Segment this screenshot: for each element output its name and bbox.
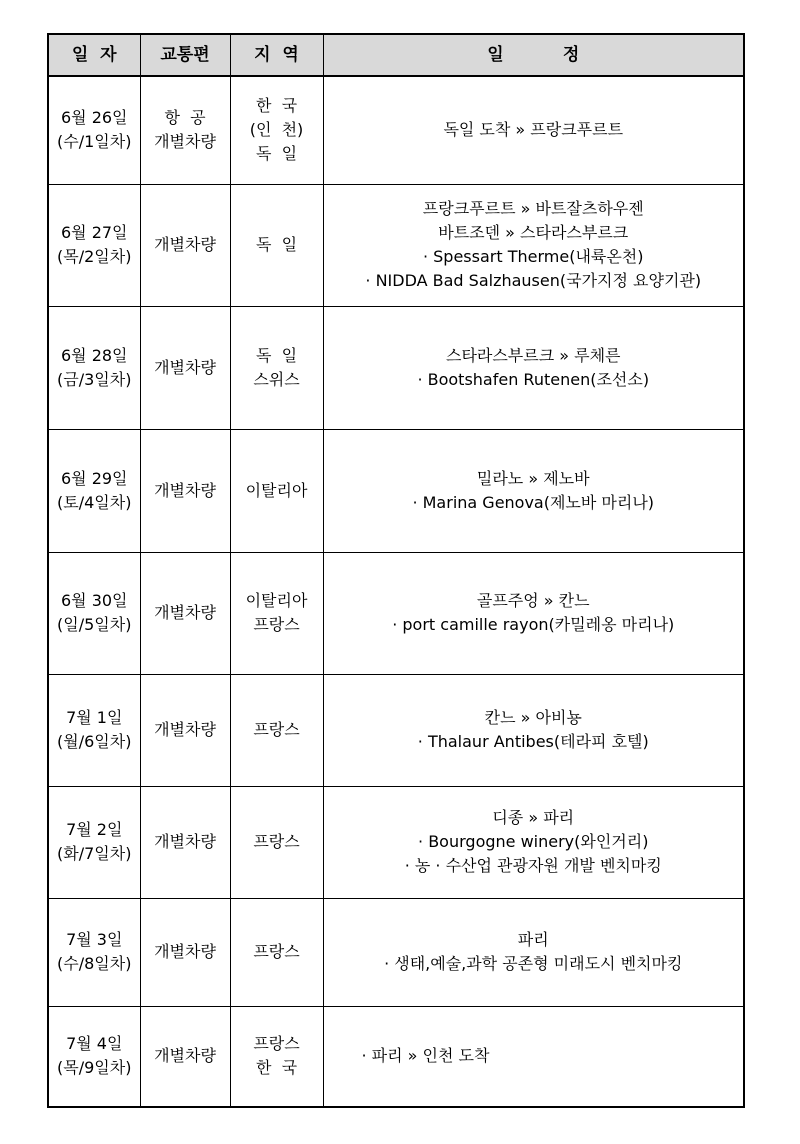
table-row [48, 674, 744, 786]
schedule-cell [323, 1006, 744, 1107]
region-cell [230, 898, 323, 1006]
region-cell-line: 프랑스 [253, 720, 300, 739]
schedule-cell-line: 독일 도착 » 프랑크푸르트 [443, 120, 624, 140]
date-cell-line: (토/4일차) [57, 492, 132, 512]
date-cell-line: (화/7일차) [57, 844, 132, 863]
date-cell [48, 674, 140, 786]
transport-cell [140, 184, 230, 306]
schedule-cell [323, 786, 744, 898]
schedule-cell-line: · Bourgogne winery(와인거리) [418, 832, 649, 851]
transport-cell-line: 개별차량 [154, 132, 216, 152]
schedule-cell [323, 306, 744, 429]
region-cell-line: 이탈리아 [245, 480, 308, 500]
schedule-cell-line: 골프주엉 » 칸느 [476, 591, 590, 610]
date-cell [48, 786, 140, 898]
schedule-cell [323, 674, 744, 786]
schedule-cell-line: · 생태,예술,과학 공존형 미래도시 벤치마킹 [384, 954, 683, 973]
date-cell [48, 306, 140, 429]
region-cell [230, 552, 323, 674]
schedule-cell [323, 552, 744, 674]
schedule-cell-line: · Spessart Therme(내륙온천) [422, 247, 644, 266]
date-cell [48, 184, 140, 306]
date-cell-line: (일/5일차) [57, 615, 132, 634]
transport-cell-line: 개별차량 [154, 357, 216, 377]
region-cell-line: 프랑스 [253, 942, 300, 961]
schedule-cell-line: 파리 [517, 930, 549, 949]
table-row [48, 786, 744, 898]
region-cell [230, 674, 323, 786]
transport-cell-line: 개별차량 [154, 832, 216, 851]
date-cell-line: 6월 27일 [60, 223, 128, 242]
transport-cell [140, 552, 230, 674]
date-cell [48, 898, 140, 1006]
schedule-cell-line: · Thalaur Antibes(테라피 호텔) [417, 732, 649, 751]
region-cell-line: 이탈리아 [245, 591, 308, 610]
region-cell [230, 76, 323, 184]
date-cell [48, 552, 140, 674]
schedule-cell-line: 바트조덴 » 스타라스부르크 [438, 223, 629, 242]
transport-cell-line: 개별차량 [154, 1046, 216, 1066]
schedule-cell-line: · Bootshafen Rutenen(조선소) [417, 369, 650, 389]
schedule-cell-line: 프랑크푸르트 » 바트잘츠하우젠 [422, 199, 644, 218]
transport-cell-line: 개별차량 [154, 720, 216, 739]
region-cell [230, 429, 323, 552]
schedule-cell [323, 76, 744, 184]
region-cell-line: (인 천) [249, 120, 304, 140]
schedule-cell-line: 밀라노 » 제노바 [476, 468, 590, 488]
schedule-cell-line: · NIDDA Bad Salzhausen(국가지정 요양기관) [365, 271, 702, 290]
region-cell-line: 독 일 [255, 144, 298, 164]
date-cell-line: 7월 1일 [66, 708, 123, 727]
transport-cell-line: 항 공 [164, 108, 206, 128]
region-cell [230, 786, 323, 898]
schedule-cell-line: 디종 » 파리 [492, 808, 575, 827]
date-cell-line: (목/9일차) [57, 1058, 132, 1078]
schedule-cell-line: 스타라스부르크 » 루체른 [445, 345, 621, 365]
date-cell-line: (수/1일차) [57, 132, 132, 152]
transport-cell-line: 개별차량 [154, 235, 216, 254]
transport-cell-line: 개별차량 [154, 480, 216, 500]
transport-cell-line: 개별차량 [154, 942, 216, 961]
date-cell-line: (목/2일차) [57, 247, 132, 266]
date-cell-line: (수/8일차) [57, 954, 132, 973]
region-cell [230, 184, 323, 306]
region-cell-line: 프랑스 [253, 1034, 300, 1054]
schedule-cell [323, 184, 744, 306]
date-cell-line: (월/6일차) [57, 732, 132, 751]
schedule-cell-line: · Marina Genova(제노바 마리나) [412, 492, 655, 512]
date-cell [48, 429, 140, 552]
transport-cell [140, 76, 230, 184]
date-cell-line: 6월 28일 [60, 345, 128, 365]
transport-cell [140, 306, 230, 429]
header-row [48, 34, 744, 76]
region-cell-line: 프랑스 [253, 832, 300, 851]
region-cell [230, 306, 323, 429]
itinerary-table [47, 33, 745, 1108]
date-cell-line: 7월 2일 [66, 820, 123, 839]
region-cell-line: 프랑스 [253, 615, 300, 634]
schedule-cell-line: 칸느 » 아비뇽 [484, 708, 582, 727]
region-cell-line: 스위스 [253, 369, 300, 389]
schedule-cell-line: · 농 · 수산업 관광자원 개발 벤치마킹 [404, 856, 662, 875]
table-row [48, 1006, 744, 1107]
date-cell-line: 7월 3일 [66, 930, 123, 949]
schedule-cell [323, 429, 744, 552]
date-cell [48, 1006, 140, 1107]
table-row [48, 306, 744, 429]
transport-cell [140, 786, 230, 898]
transport-cell [140, 429, 230, 552]
table-row [48, 184, 744, 306]
table-row [48, 429, 744, 552]
date-cell-line: (금/3일차) [57, 369, 132, 389]
transport-cell [140, 898, 230, 1006]
header-schedule: 일 정 [323, 34, 744, 76]
region-cell [230, 1006, 323, 1107]
date-cell-line: 7월 4일 [66, 1034, 123, 1054]
date-cell-line: 6월 30일 [60, 591, 128, 610]
region-cell-line: 독 일 [255, 345, 298, 365]
region-cell-line: 한 국 [255, 96, 298, 116]
transport-cell [140, 1006, 230, 1107]
table-row [48, 552, 744, 674]
header-transport: 교통편 [140, 34, 230, 76]
region-cell-line: 한 국 [255, 1058, 298, 1078]
date-cell [48, 76, 140, 184]
header-region: 지 역 [230, 34, 323, 76]
header-date: 일 자 [48, 34, 140, 76]
table-row [48, 76, 744, 184]
date-cell-line: 6월 26일 [60, 108, 128, 128]
date-cell-line: 6월 29일 [60, 468, 128, 488]
schedule-cell-line: · port camille rayon(카밀레옹 마리나) [392, 615, 675, 634]
transport-cell [140, 674, 230, 786]
transport-cell-line: 개별차량 [154, 603, 216, 622]
schedule-cell [323, 898, 744, 1006]
table-row [48, 898, 744, 1006]
schedule-cell-line: · 파리 » 인천 도착 [361, 1046, 490, 1066]
region-cell-line: 독 일 [255, 235, 298, 254]
